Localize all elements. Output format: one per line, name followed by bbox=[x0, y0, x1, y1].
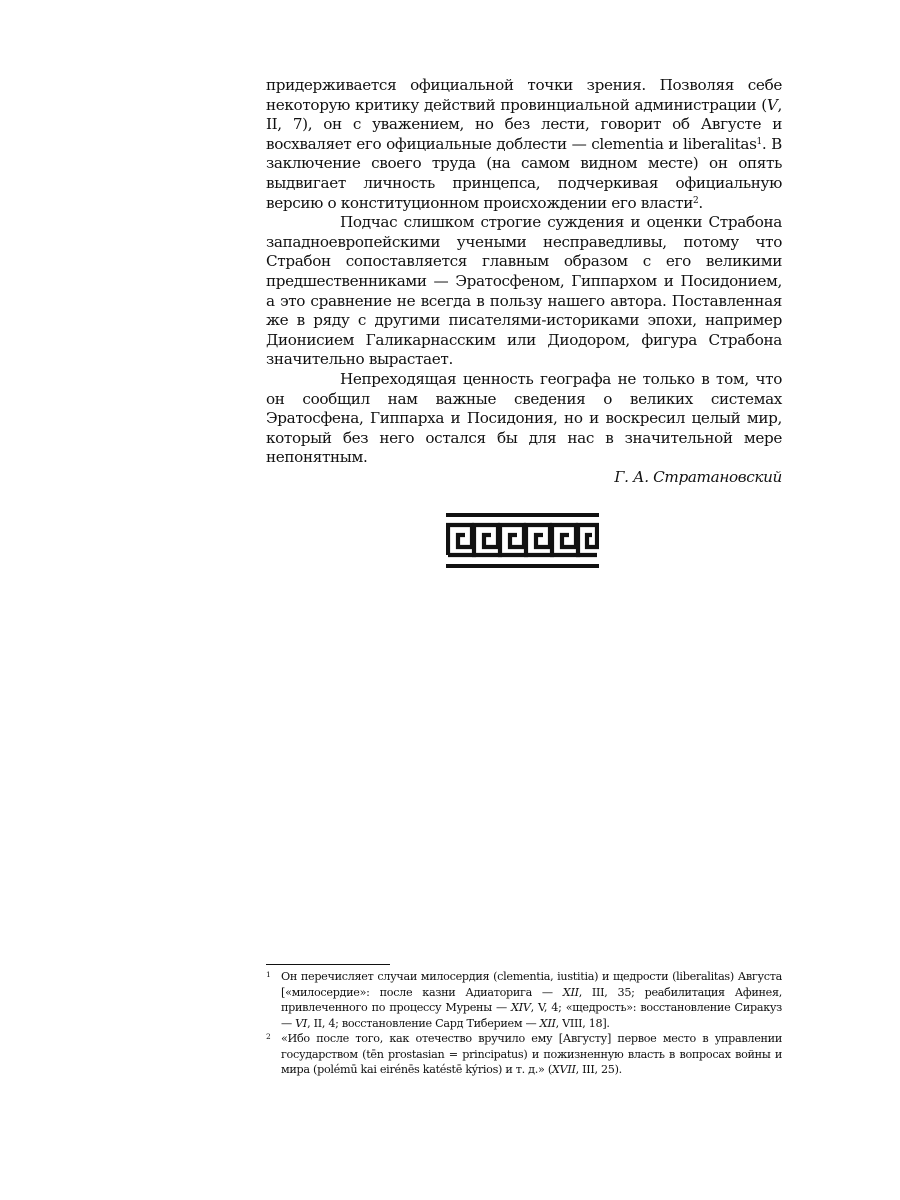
author-signature: Г. А. Стратановский bbox=[614, 467, 782, 486]
footnotes bbox=[266, 969, 782, 1078]
footnote-number: 2 bbox=[266, 1032, 271, 1041]
footnote-1: 1 Он перечисляет случаи милосердия (clementia, iustitia) и щедрости (liberalitas) Августа [«милосердие»: после казни Адиаторига — XII, III, 35; реабилитация Афинея, привлеченного по процессу Мурены — XIV, V, 4; «щедрость»: восстановление Сиракуз — VI, II, 4; восстановление Сард Тиберием — XII, VIII, 18]. bbox=[266, 970, 783, 1030]
greek-key-ornament-icon bbox=[446, 513, 599, 568]
footnote-number: 1 bbox=[266, 970, 271, 979]
paragraph-3: Непреходящая ценность географа не только в том, что он сообщил нам важные сведения о великих системах Эратосфена, Гиппарха и Посидония, но и воскресил целый мир, который без него остался бы для нас в значительной мере непонятным. bbox=[266, 369, 782, 467]
footnote-2: 2 «Ибо после того, как отечество вручило ему [Августу] первое место в управлении государством (tēn prostasian = principatus) и пожизненную власть в вопросах войны и мира (polémū kai eirénēs katéstē kýrios) и т. д.» (XVII, III, 25). bbox=[266, 1032, 782, 1076]
paragraph-2: Подчас слишком строгие суждения и оценки Страбона западноевропейскими учеными несправедливы, потому что Страбон сопоставляется главным образом с его великими предшественниками — Эратосфеном, Гиппархом и Посидонием, а это сравнение не всегда в пользу нашего автора. Поставленная же в ряду с другими писателями-историками эпохи, например Дионисием Галикарнасским или Диодором, фигура Страбона значительно вырастает. bbox=[266, 213, 782, 369]
main-text bbox=[266, 76, 782, 487]
footnote-divider bbox=[266, 964, 390, 965]
footnote-ref-2[interactable]: 2 bbox=[692, 195, 699, 206]
paragraph-1: придерживается официальной точки зрения. Позволяя себе некоторую критику действий провинциальной администрации (V, II, 7), он с уважением, но без лести, говорит об Августе и восхваляет его официальные доблести — clementia и liberalitas$^1$. В заключение своего труда (на самом видном месте) он опять выдвигает личность принцепса, подчеркивая официальную версию о конституционном происхождении его власти$^2$. bbox=[266, 76, 782, 212]
footnote-ref-1[interactable]: 1 bbox=[756, 136, 762, 147]
